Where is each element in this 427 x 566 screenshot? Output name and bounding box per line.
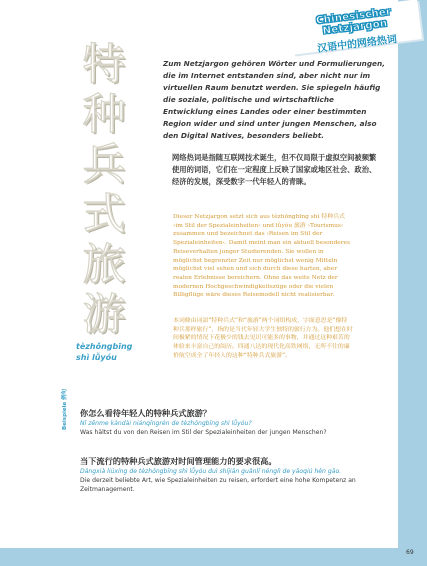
body-chinese: 本词條由词語“特种兵式”和“旅游”两个词组构成，字面意思是“像特种兵那样旅行”，指的是当代年轻大学生独特的旅行方为。他们想在时间极紧的情况下花极少的钱去见识可能多的事物，并通过这种艰苦的体验来丰富自己的阅历。四通八达的现代化高铁网络，无所不往的廉价航空成全了年轻人的这种“特种兵式旅游”。 [173, 318, 353, 359]
headword-char: 游 [82, 290, 126, 340]
headword-char: 式 [82, 190, 126, 240]
intro-chinese: 网络热词是指随互联网技术诞生，但不仅局限于虚拟空间被频繁使用的词语，它们在一定程度上反映了国家或地区社会、政治、经济的发展，深受数字一代年轻人的青睐。 [172, 153, 377, 186]
headword-char: 旅 [82, 240, 126, 290]
example-translation: Die derzeit beliebte Art, wie Spezialeinheiten zu reisen, erfordert eine hohe Kompetenz an Zeitmanagement. [80, 477, 356, 493]
page-number: 69 [406, 549, 414, 556]
pinyin-line: shì lǚyóu [76, 353, 117, 362]
headword-char: 特 [82, 40, 126, 90]
pinyin-line: tèzhǒngbīng [76, 342, 133, 351]
example-item [80, 455, 380, 494]
topic-label-zh: 汉语中的网络热词 [316, 34, 398, 55]
headword-char: 种 [82, 90, 126, 140]
body-german: Dieser Netzjargon setzt sich aus tèzhǒngbīng shì 特种兵式 ›im Stil der Spezialeinheiten‹ und lǚyóu 旅游 ›Tourismus‹ zusammen und bezeichnet das ›Reisen im Stil der Spezialeinheiten‹. Damit meint man ein aktuell besonderes Reiseverhalten junger Studierenden. Sie wollen in möglichst begrenzter Zeit nur möglichst wenig Mitteln möglichst viel sehen und sich durch diese harten, aber realen Erlebnisse bereichern. Ohne das weite Netz der modernen Hochgeschwindigkeitszüge oder die vielen Billigflüge wäre dieses Reisemodell nicht realisierbar. [173, 214, 351, 299]
example-pinyin: Dāngxià liúxíng de tèzhǒngbīng shì lǚyóu duì shíjiān guǎnlǐ nénglì de yāoqiú hěn gāo. [80, 468, 342, 475]
headword-characters [74, 40, 134, 340]
intro-german: Zum Netzjargon gehören Wörter und Formulierungen, die im Internet entstanden sind, aber nicht nur im virtuellen Raum benutzt werden. Sie spiegeln häufig die soziale, politische und wirtschaftliche Entwicklung eines Landes oder einer bestimmten Region wider und sind unter jungen Menschen, also den Digital Natives, besonders beliebt. [163, 59, 385, 140]
example-chinese: 你怎么看待年轻人的特种兵式旅游？ [80, 408, 212, 418]
example-pinyin: Nǐ zěnme kàndài niánqīngrén de tèzhǒngbīng shì lǚyóu? [80, 420, 252, 427]
example-translation: Was hältst du von den Reisen im Stil der Spezialeinheiten der jungen Menschen? [80, 429, 327, 436]
headword-char: 兵 [82, 140, 126, 190]
examples-label: Beispiele 例句 [62, 388, 68, 430]
page-edge-band-bottom [0, 548, 427, 566]
examples-label-wrap [60, 388, 68, 431]
page-edge-band-right [393, 0, 427, 566]
example-item [80, 407, 380, 437]
headword-pinyin [76, 341, 146, 363]
topic-label-de: Chinesischer Netzjargon [315, 6, 392, 37]
example-chinese: 当下流行的特种兵式旅游对时间管理能力的要求很高。 [80, 456, 277, 466]
